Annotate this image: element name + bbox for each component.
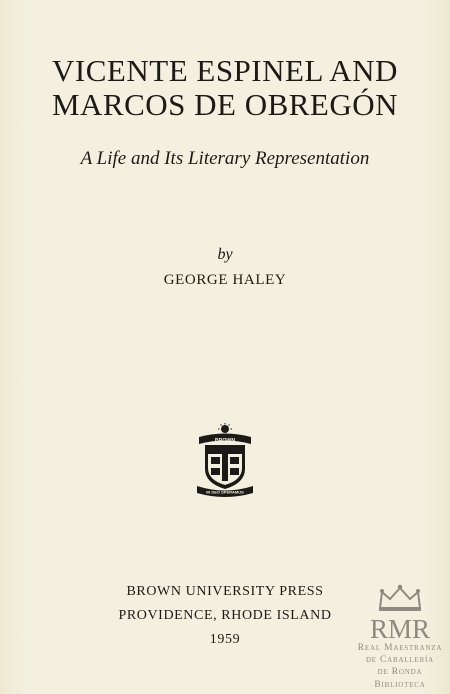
crown-monogram-icon [352,580,448,640]
publication-year: 1959 [209,632,241,647]
university-seal-icon [196,423,254,497]
stamp-line-1: Real Maestranza [357,643,443,653]
publisher-name: BROWN UNIVERSITY PRESS [126,584,324,599]
seal-banner-text: BROWN [214,438,236,444]
stamp-line-2: de Caballería [365,655,435,665]
stamp-monogram: RMR [369,614,431,640]
stamp-line-4: Biblioteca [374,680,426,690]
library-stamp [352,580,448,692]
publisher-place: PROVIDENCE, RHODE ISLAND [118,608,332,623]
book-subtitle: A Life and Its Literary Representation [80,148,370,169]
book-title-line-2: MARCOS DE OBREGÓN [51,87,399,122]
stamp-line-3: de Ronda [377,667,423,677]
seal-motto-text: IN DEO SPERAMUS [206,489,244,495]
book-title-line-1: VICENTE ESPINEL AND [52,53,398,88]
by-label: by [217,246,233,263]
author-name: GEORGE HALEY [163,272,287,288]
